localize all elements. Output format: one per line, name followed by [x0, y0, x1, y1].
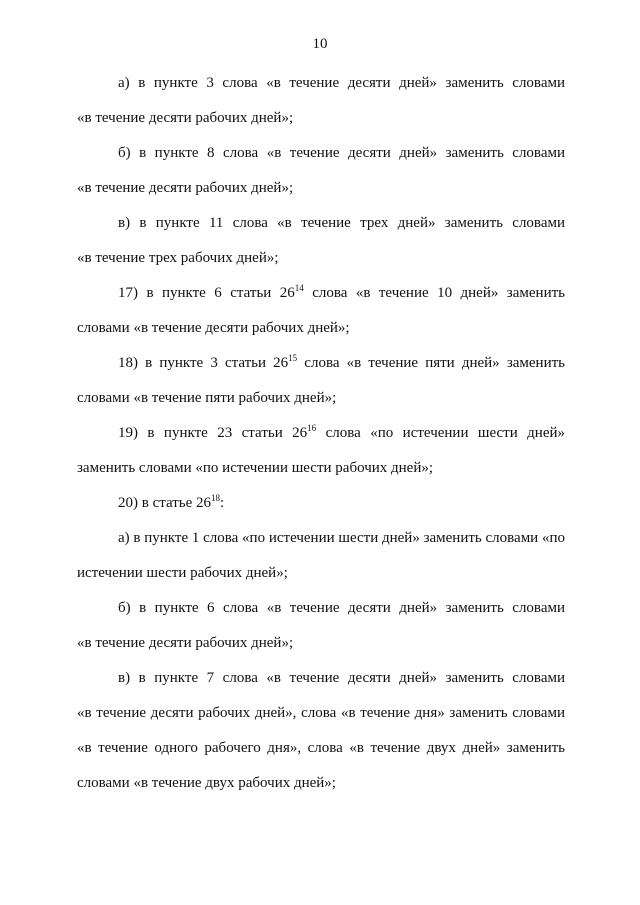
superscript-14: 14	[294, 283, 304, 293]
superscript-15: 15	[288, 353, 298, 363]
paragraph-item-a-2: а) в пункте 1 слова «по истечении шести дней» заменить словами «по	[118, 530, 565, 546]
paragraph-item-18-cont: словами «в течение пяти рабочих дней»;	[77, 390, 337, 406]
superscript-16: 16	[307, 423, 317, 433]
paragraph-item-17-cont: словами «в течение десяти рабочих дней»;	[77, 320, 350, 336]
paragraph-item-v-1: в) в пункте 11 слова «в течение трех дней» заменить словами	[118, 215, 565, 231]
document-body	[77, 66, 565, 801]
paragraph-item-v-2-line3: «в течение одного рабочего дня», слова «в течение двух дней» заменить	[77, 740, 565, 756]
paragraph-item-v-2: в) в пункте 7 слова «в течение десяти дней» заменить словами	[118, 670, 565, 686]
paragraph-item-17: 17) в пункте 6 статьи $26^{14}$ слова «в течение 10 дней» заменить	[118, 283, 565, 301]
paragraph-item-18: 18) в пункте 3 статьи $26^{15}$ слова «в течение пяти дней» заменить	[118, 353, 565, 371]
paragraph-item-v-1-cont: «в течение трех рабочих дней»;	[77, 250, 279, 266]
superscript-18: 18	[211, 493, 221, 503]
paragraph-item-b-2-cont: «в течение десяти рабочих дней»;	[77, 635, 294, 651]
paragraph-item-19-cont: заменить словами «по истечении шести рабочих дней»;	[77, 460, 434, 476]
paragraph-item-19: 19) в пункте 23 статьи $26^{16}$ слова «по истечении шести дней»	[118, 423, 565, 441]
page-number: 10	[312, 36, 328, 52]
paragraph-item-b-1-cont: «в течение десяти рабочих дней»;	[77, 180, 294, 196]
paragraph-item-a-1-cont: «в течение десяти рабочих дней»;	[77, 110, 294, 126]
paragraph-item-a-2-cont: истечении шести рабочих дней»;	[77, 565, 288, 581]
paragraph-item-b-2: б) в пункте 6 слова «в течение десяти дней» заменить словами	[118, 600, 565, 616]
paragraph-item-v-2-line4: словами «в течение двух рабочих дней»;	[77, 775, 336, 791]
paragraph-item-a-1: а) в пункте 3 слова «в течение десяти дней» заменить словами	[118, 75, 565, 91]
paragraph-item-v-2-line2: «в течение десяти рабочих дней», слова «в течение дня» заменить словами	[77, 705, 565, 721]
paragraph-item-b-1: б) в пункте 8 слова «в течение десяти дней» заменить словами	[118, 145, 565, 161]
paragraph-item-20: 20) в статье $26^{18}$:	[118, 493, 225, 511]
